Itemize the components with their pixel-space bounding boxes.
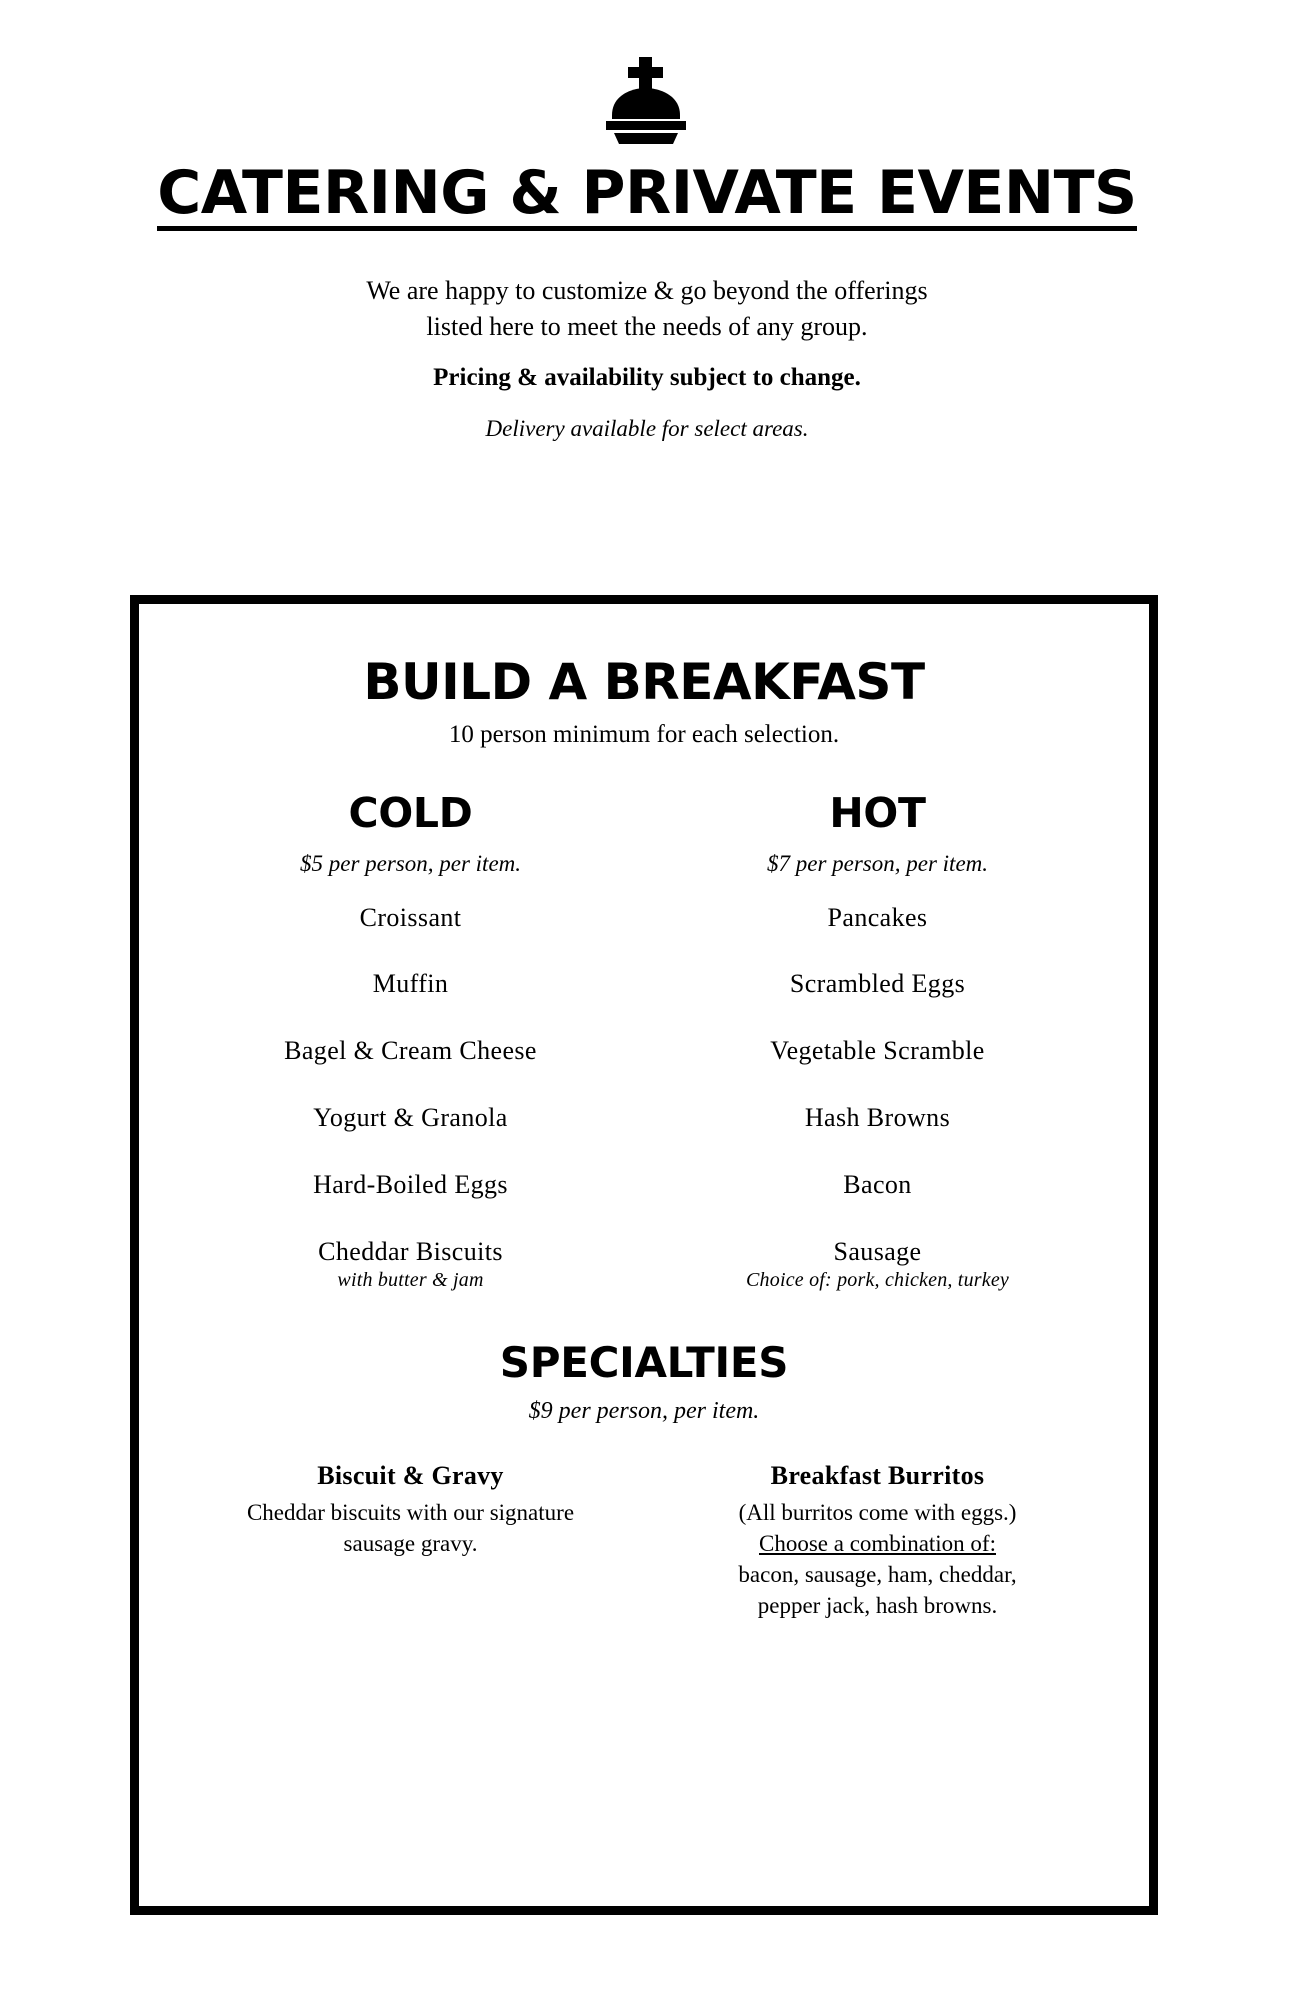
list-item — [177, 1103, 644, 1133]
list-item — [177, 969, 644, 999]
item-name: Muffin — [372, 969, 449, 999]
page-title — [0, 158, 1294, 231]
list-item — [644, 969, 1111, 999]
section-title: BUILD A BREAKFAST — [363, 653, 925, 711]
list-item — [177, 903, 644, 933]
item-note: with butter & jam — [337, 1268, 484, 1291]
item-name: Hash Browns — [804, 1103, 951, 1133]
specialties-columns — [177, 1461, 1111, 1621]
specialty-name: Breakfast Burritos — [770, 1460, 985, 1490]
chef-toque-cross-icon — [592, 55, 702, 145]
hot-heading: HOT — [829, 788, 926, 837]
build-a-breakfast-section — [130, 595, 1158, 1915]
item-name: Hard-Boiled Eggs — [313, 1170, 508, 1200]
hot-column — [644, 788, 1111, 1292]
specialty-item-biscuit-gravy — [177, 1461, 644, 1621]
specialty-description — [672, 1497, 1083, 1621]
cold-item-list — [177, 903, 644, 1292]
item-name: Scrambled Eggs — [789, 969, 966, 999]
specialty-desc-choose-label: Choose a combination of: — [759, 1530, 996, 1556]
cold-column — [177, 788, 644, 1292]
page-title-text: CATERING & PRIVATE EVENTS — [157, 163, 1137, 231]
specialty-desc-line-3: bacon, sausage, ham, cheddar, — [738, 1561, 1017, 1587]
item-name: Bagel & Cream Cheese — [284, 1036, 537, 1066]
item-name: Croissant — [359, 902, 462, 932]
list-item — [644, 1103, 1111, 1133]
list-item — [644, 903, 1111, 933]
list-item — [177, 1170, 644, 1200]
logo-container — [0, 0, 1294, 145]
intro-pricing-notice: Pricing & availability subject to change. — [433, 363, 861, 391]
intro-line-1: We are happy to customize & go beyond the offerings — [366, 276, 928, 305]
list-item — [644, 1237, 1111, 1292]
item-name: Vegetable Scramble — [770, 1036, 985, 1066]
list-item — [177, 1036, 644, 1066]
hot-price: $7 per person, per item. — [766, 850, 989, 876]
specialty-desc-line-4: pepper jack, hash browns. — [757, 1592, 998, 1618]
specialty-desc-line-1: (All burritos come with eggs.) — [738, 1499, 1017, 1525]
item-name: Sausage — [833, 1236, 922, 1266]
cold-price: $5 per person, per item. — [299, 850, 522, 876]
specialty-description — [205, 1497, 616, 1559]
specialty-item-breakfast-burritos — [644, 1461, 1111, 1621]
item-name: Bacon — [843, 1170, 912, 1200]
hot-item-list — [644, 903, 1111, 1292]
intro-delivery-notice: Delivery available for select areas. — [485, 416, 809, 442]
specialties-price: $9 per person, per item. — [528, 1397, 760, 1424]
specialty-desc-line-2: sausage gravy. — [343, 1530, 478, 1556]
intro-line-2: listed here to meet the needs of any group. — [426, 311, 868, 341]
section-subtitle: 10 person minimum for each selection. — [448, 720, 840, 748]
specialty-name: Biscuit & Gravy — [317, 1460, 504, 1490]
list-item — [644, 1036, 1111, 1066]
intro-block — [0, 273, 1294, 445]
specialties-heading: SPECIALTIES — [499, 1337, 789, 1387]
item-name: Pancakes — [827, 902, 928, 932]
cold-hot-columns — [177, 788, 1111, 1292]
specialty-desc-line-1: Cheddar biscuits with our signature — [246, 1499, 575, 1525]
cold-heading: COLD — [348, 788, 473, 837]
item-note: Choice of: pork, chicken, turkey — [746, 1268, 1009, 1291]
item-name: Yogurt & Granola — [313, 1103, 508, 1133]
list-item — [644, 1170, 1111, 1200]
item-name: Cheddar Biscuits — [318, 1236, 503, 1266]
list-item — [177, 1237, 644, 1292]
